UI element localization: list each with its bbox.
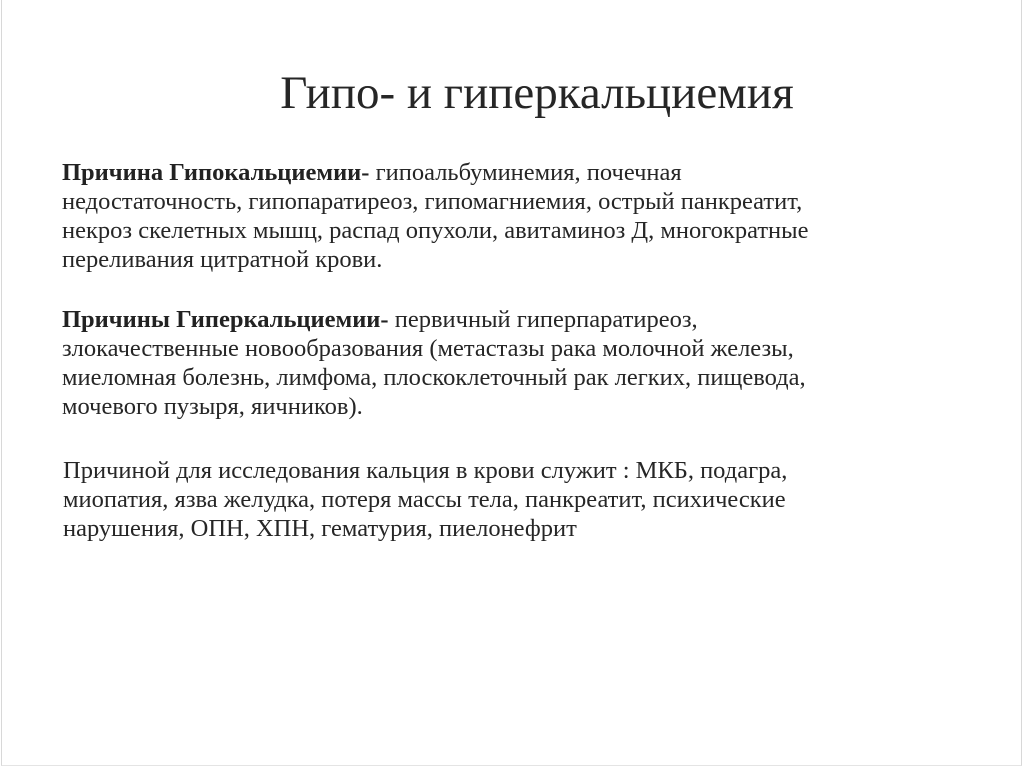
- paragraph-line: миопатия, язва желудка, потеря массы тела, панкреатит, психические: [63, 486, 786, 513]
- hypercalcemia-causes-paragraph: [62, 305, 962, 421]
- paragraph-text: гипоальбуминемия, почечная: [369, 159, 682, 186]
- hypocalcemia-causes-paragraph: [62, 158, 962, 274]
- paragraph-line: недостаточность, гипопаратиреоз, гипомагниемия, острый панкреатит,: [62, 188, 803, 215]
- paragraph-line: некроз скелетных мышц, распад опухоли, авитаминоз Д, многократные: [62, 217, 809, 244]
- hypercalcemia-heading: Причины Гиперкальциемии-: [62, 306, 389, 333]
- test-indications-paragraph: [63, 456, 963, 543]
- paragraph-line: [62, 158, 962, 187]
- paragraph-line: миеломная болезнь, лимфома, плоскоклеточный рак легких, пищевода,: [62, 364, 806, 391]
- paragraph-line: переливания цитратной крови.: [62, 246, 383, 273]
- paragraph-line: [62, 305, 962, 334]
- slide-title: Гипо- и гиперкальциемия: [280, 67, 794, 119]
- paragraph-line: нарушения, ОПН, ХПН, гематурия, пиелонефрит: [63, 515, 577, 542]
- paragraph-line: Причиной для исследования кальция в крови служит : МКБ, подагра,: [63, 457, 788, 484]
- hypocalcemia-heading: Причина Гипокальциемии-: [62, 159, 370, 186]
- paragraph-line: злокачественные новообразования (метастазы рака молочной железы,: [62, 335, 794, 362]
- paragraph-text: первичный гиперпаратиреоз,: [388, 306, 698, 333]
- paragraph-line: мочевого пузыря, яичников).: [62, 393, 363, 420]
